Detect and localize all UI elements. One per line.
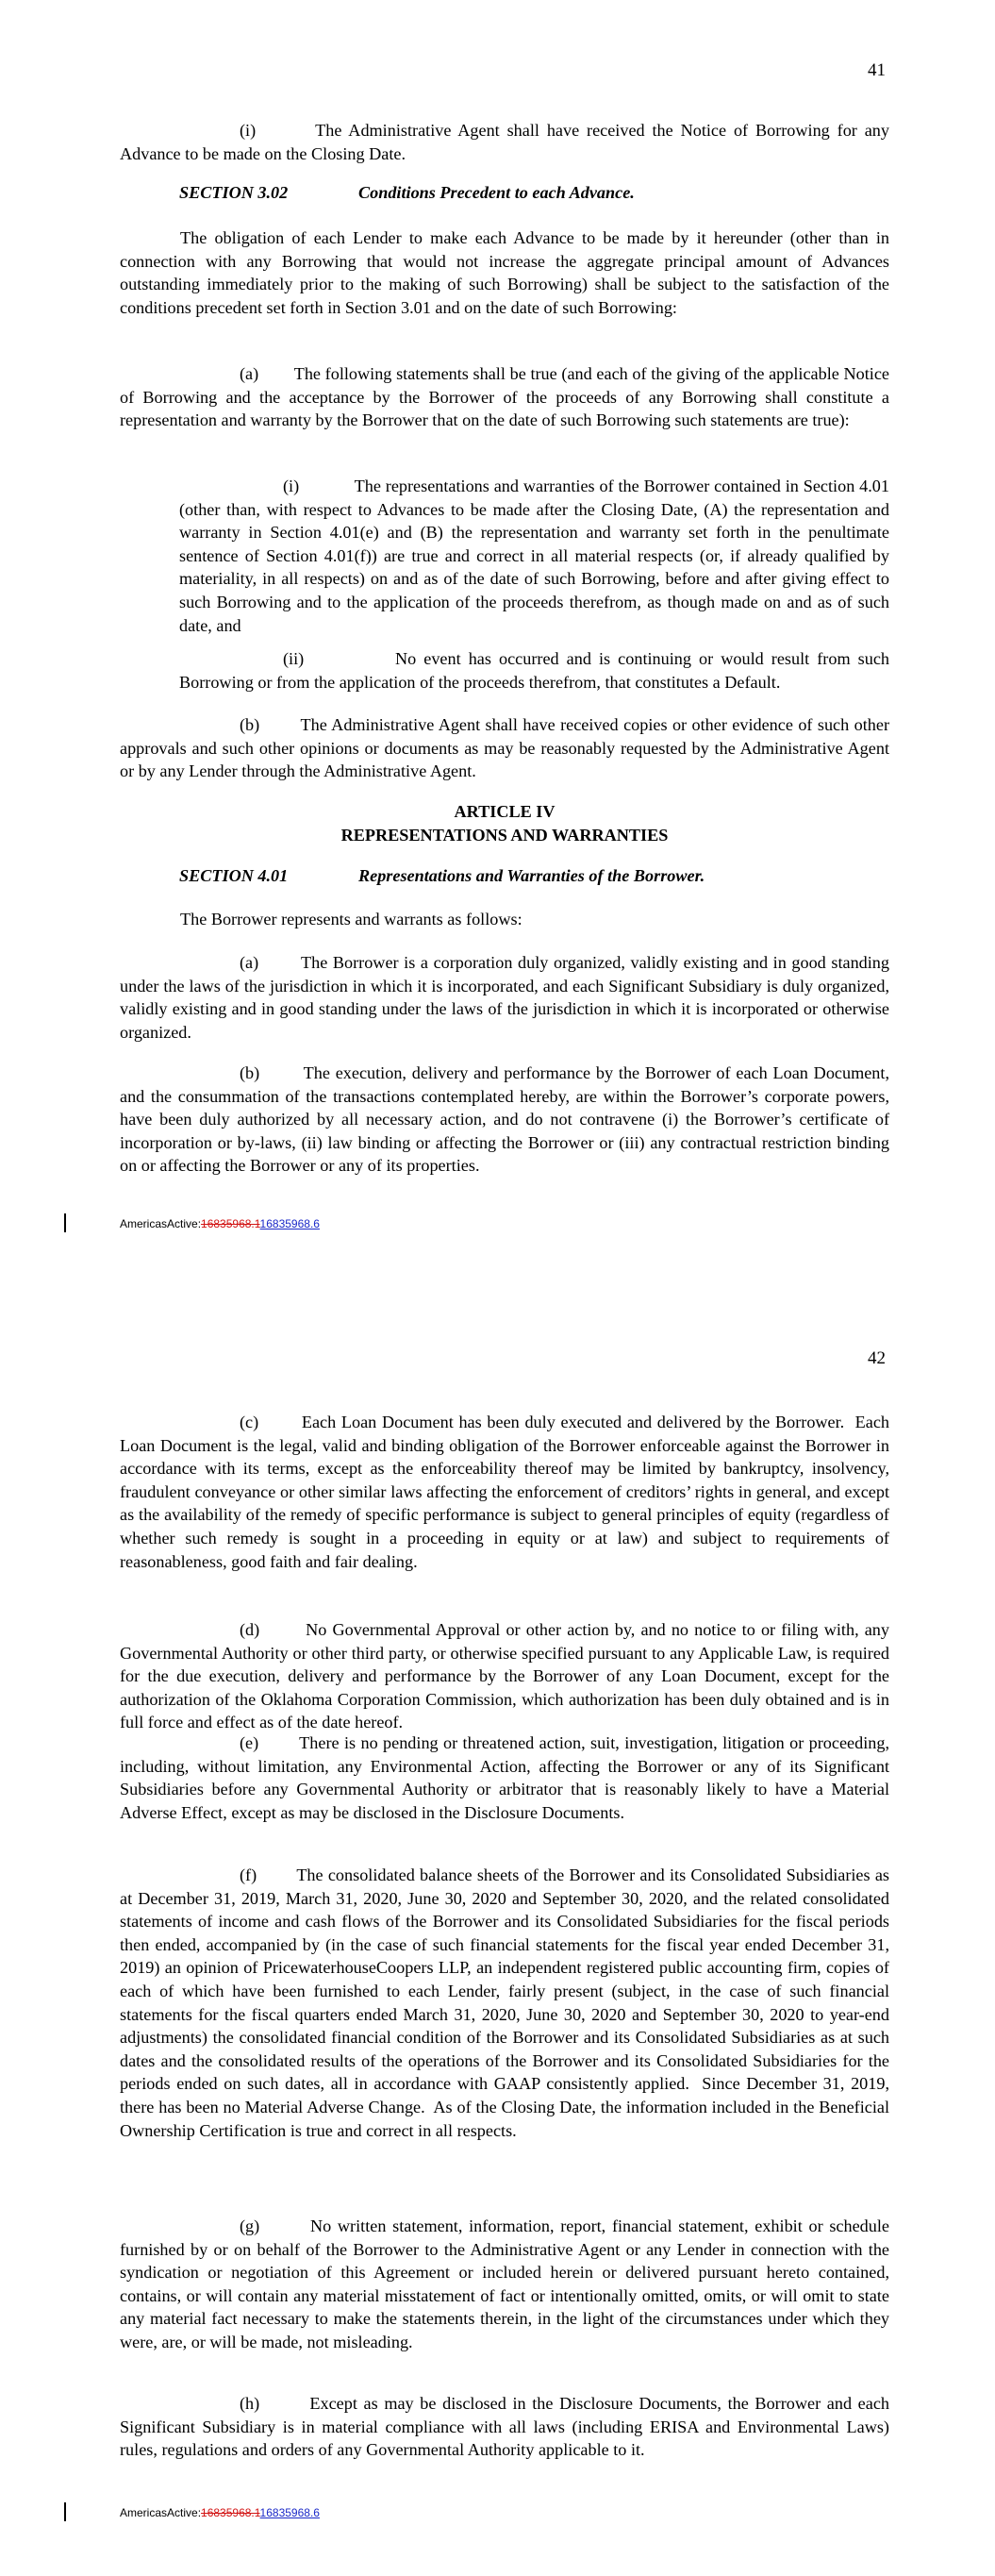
footer-deleted-id: 16835968.1 [201,1217,260,1230]
footer-prefix: AmericasActive: [120,1217,202,1230]
page-number: 41 [868,60,886,80]
section-401-title: Representations and Warranties of the Borrower. [358,866,705,885]
section-302-heading [179,183,635,203]
representations-intro: The Borrower represents and warrants as follows: [180,910,522,928]
document-footer [120,2506,320,2519]
condition-a-i: (i) The representations and warranties of the Borrower contained in Section 4.01 (other than, with respect to Advances to be made after the Closing Date, (A) the representation and warranty in Section 4.01(e) and (B) the representation and warranty set forth in the penultimate sentence of Section 4.01(f)) are true and correct in all material respects (or, if already qualified by materiality, in all respects) on and as of the date of such Borrowing, before and after giving effect to such Borrowing and to the application of the proceeds therefrom, as though made on and as of such date, and [179,477,889,635]
representation-b: (b) The execution, delivery and performance by the Borrower of each Loan Document, and the consummation of the transactions contemplated hereby, are within the Borrower’s corporate powers, have been duly authorized by all necessary action, and do not contravene (i) the Borrower’s certificate of incorporation or by-laws, (ii) law binding or affecting the Borrower or (iii) any contractual restriction binding on or affecting the Borrower or any of its properties. [120,1063,889,1176]
section-302-number: SECTION 3.02 [179,183,289,202]
representation-h: (h) Except as may be disclosed in the Disclosure Documents, the Borrower and each Significant Subsidiary is in material compliance with all laws (including ERISA and Environmental Laws) rules, regulations and orders of any Governmental Authority applicable to it. [120,2394,889,2460]
representation-e: (e) There is no pending or threatened action, suit, investigation, litigation or proceeding, including, without limitation, any Environmental Action, affecting the Borrower or any of its Significant Subsidiaries before any Governmental Authority or arbitrator that is reasonably likely to have a Material Adverse Effect, except as may be disclosed in the Disclosure Documents. [120,1733,889,1822]
representation-a: (a) The Borrower is a corporation duly organized, validly existing and in good standing under the laws of the jurisdiction in which it is incorporated, and each Significant Subsidiary is duly organized, validly existing and in good standing under the laws of the jurisdiction in which it is incorporated or otherwise organized. [120,953,889,1042]
section-401-number: SECTION 4.01 [179,866,289,885]
article-title: REPRESENTATIONS AND WARRANTIES [340,825,669,845]
representation-g: (g) No written statement, information, report, financial statement, exhibit or schedule furnished by or on behalf of the Borrower to the Administrative Agent or any Lender in connection with the syndication or negotiation of this Agreement or included herein or delivered pursuant hereto contained, contains, or will contain any material misstatement of fact or intentionally omitted, omits, or will omit to state any material fact necessary to make the statements therein, in the light of the circumstances under which they were, are, or will be made, not misleading. [120,2216,889,2351]
article-number: ARTICLE IV [454,802,556,821]
representation-f: (f) The consolidated balance sheets of the Borrower and its Consolidated Subsidiaries as at December 31, 2019, March 31, 2020, June 30, 2020 and September 30, 2020, and the related consolidated statements of income and cash flows of the Borrower and its Consolidated Subsidiaries for the fiscal periods then ended, accompanied by (in the case of such financial statements for the fiscal year ended December 31, 2019) an opinion of PricewaterhouseCoopers LLP, an independent registered public accounting firm, copies of each of which have been furnished to each Lender, fairly present (subject, in the case of such financial statements for the fiscal quarters ended March 31, 2020, June 30, 2020 and September 30, 2020 to year-end adjustments) the consolidated financial condition of the Borrower and its Consolidated Subsidiaries as at such dates and the consolidated results of the operations of the Borrower and its Consolidated Subsidiaries for the periods ended on such dates, all in accordance with GAAP consistently applied. Since December 31, 2019, there has been no Material Adverse Change. As of the Closing Date, the information included in the Beneficial Ownership Certification is true and correct in all respects. [120,1865,889,2140]
document-footer [120,1217,320,1230]
footer-prefix: AmericasActive: [120,2506,202,2519]
condition-a-ii: (ii) No event has occurred and is continuing or would result from such Borrowing or from the application of the proceeds therefrom, that constitutes a Default. [179,649,889,692]
representation-d: (d) No Governmental Approval or other action by, and no notice to or filing with, any Governmental Authority or other third party, or otherwise specified pursuant to any Applicable Law, is required for the due execution, delivery and performance by the Borrower of any Loan Document, except for the authorization of the Oklahoma Corporation Commission, which authorization has been duly obtained and is in full force and effect as of the date hereof. [120,1620,889,1732]
representation-c: (c) Each Loan Document has been duly executed and delivered by the Borrower. Each Loan Document is the legal, valid and binding obligation of the Borrower enforceable against the Borrower in accordance with its terms, except as the enforceability thereof may be limited by bankruptcy, insolvency, fraudulent conveyance or other similar laws affecting the enforcement of creditors’ rights in general, and except as the availability of the remedy of specific performance is subject to general principles of equity (regardless of whether such remedy is sought in a proceeding in equity or at law) and subject to requirements of reasonableness, good faith and fair dealing. [120,1413,889,1571]
section-302-body: The obligation of each Lender to make each Advance to be made by it hereunder (other than in connection with any Borrowing that would not increase the aggregate principal amount of Advances outstanding immediately prior to the making of such Borrowing) shall be subject to the satisfaction of the conditions precedent set forth in Section 3.01 and on the date of such Borrowing: [120,228,889,317]
footer-inserted-id: 16835968.6 [259,1217,320,1230]
article-iv-heading [120,800,889,846]
condition-a: (a) The following statements shall be true (and each of the giving of the applicable Notice of Borrowing and the acceptance by the Borrower of the proceeds of any Borrowing shall constitute a representation and warranty by the Borrower that on the date of such Borrowing such statements are true): [120,364,889,430]
section-302-title: Conditions Precedent to each Advance. [358,183,635,202]
closing-date-condition: (i) The Administrative Agent shall have received the Notice of Borrowing for any Advance to be made on the Closing Date. [120,121,889,163]
page-number: 42 [868,1348,886,1368]
footer-inserted-id: 16835968.6 [259,2506,320,2519]
condition-b: (b) The Administrative Agent shall have received copies or other evidence of such other approvals and such other opinions or documents as may be reasonably requested by the Administrative Agent or by any Lender through the Administrative Agent. [120,715,889,781]
section-401-heading [179,866,705,886]
change-bar [64,1213,66,1232]
change-bar [64,2502,66,2521]
footer-deleted-id: 16835968.1 [201,2506,260,2519]
page-42 [0,1288,995,2576]
